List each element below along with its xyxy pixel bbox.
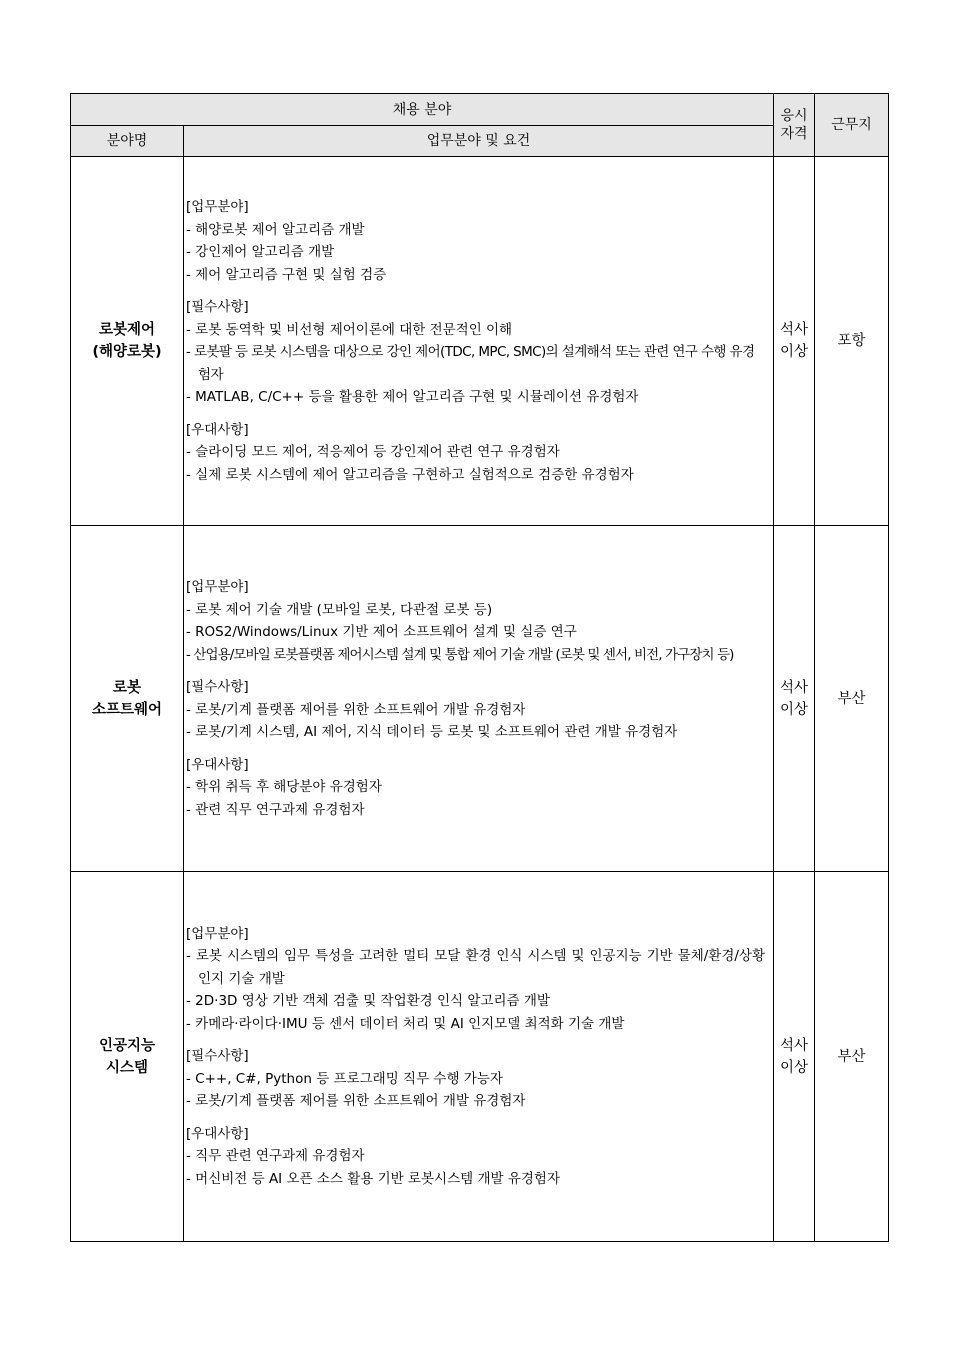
qualification-line2: 이상	[780, 701, 809, 718]
list-item: - 강인제어 알고리즘 개발	[186, 244, 335, 260]
field-name-line2: 소프트웨어	[91, 701, 163, 718]
field-name-cell	[71, 872, 184, 1242]
section-title: [업무분야]	[186, 199, 249, 215]
duties-cell	[184, 872, 774, 1242]
field-name-line2: (해양로봇)	[92, 344, 162, 360]
list-item: - 2D·3D 영상 기반 객체 검출 및 작업환경 인식 알고리즘 개발	[186, 993, 550, 1010]
list-item: - 실제 로봇 시스템에 제어 알고리즘을 구현하고 실험적으로 검증한 유경험자	[186, 466, 634, 483]
qualification-line2: 이상	[780, 344, 809, 360]
section-duties	[186, 196, 765, 286]
header-qualification-line1: 응시	[780, 108, 808, 124]
field-name-line1: 로봇	[112, 679, 141, 696]
list-item: - C++, C#, Python 등 프로그래밍 직무 수행 가능자	[186, 1070, 503, 1087]
header-duties-label: 업무분야 및 요건	[426, 133, 531, 149]
list-item: - 직무 관련 연구과제 유경험자	[186, 1148, 365, 1165]
qualification-cell	[774, 526, 815, 872]
section-title: [우대사항]	[186, 1125, 249, 1142]
list-item: - MATLAB, C/C++ 등을 활용한 제어 알고리즘 구현 및 시뮬레이션 유경험자	[186, 389, 639, 405]
recruitment-table	[70, 93, 889, 1242]
list-item: - 로봇/기계 시스템, AI 제어, 지식 데이터 등 로봇 및 소프트웨어 관련 개발 유경험자	[186, 724, 678, 740]
header-location	[815, 94, 889, 157]
qualification-line1: 석사	[780, 679, 809, 696]
list-item: - 슬라이딩 모드 제어, 적응제어 등 강인제어 관련 연구 유경험자	[186, 444, 560, 460]
field-name-cell	[71, 526, 184, 872]
location-cell	[815, 526, 889, 872]
header-qualification-line2: 자격	[780, 126, 808, 142]
list-item: - 관련 직무 연구과제 유경험자	[186, 801, 365, 818]
section-required	[186, 296, 765, 409]
location-cell	[815, 872, 889, 1242]
qualification-line1: 석사	[780, 1037, 809, 1054]
field-name-line2: 시스템	[105, 1059, 149, 1076]
section-title: [필수사항]	[186, 679, 249, 695]
header-group-title: 채용 분야	[392, 101, 452, 118]
list-item: - 카메라·라이다·IMU 등 센서 데이터 처리 및 AI 인지모델 최적화 기술 개발	[186, 1015, 625, 1032]
table-row	[71, 157, 889, 526]
list-item: - 산업용/모바일 로봇플랫폼 제어시스템 설계 및 통합 제어 기술 개발 (로봇 및 센서, 비전, 가구장치 등)	[186, 646, 734, 663]
list-item: - 로봇/기계 플랫폼 제어를 위한 소프트웨어 개발 유경험자	[186, 701, 526, 718]
section-title: [필수사항]	[186, 1048, 249, 1065]
section-duties	[186, 923, 765, 1036]
list-item: - 해양로봇 제어 알고리즘 개발	[186, 221, 365, 238]
qualification-line2: 이상	[780, 1059, 809, 1076]
section-title: [우대사항]	[186, 421, 249, 438]
section-required	[186, 676, 765, 744]
header-qualification	[774, 94, 815, 157]
header-field-name-label: 분야명	[106, 133, 148, 149]
section-preferred	[186, 754, 765, 822]
duties-cell	[184, 157, 774, 526]
location-value: 부산	[837, 1048, 866, 1065]
header-field-name	[71, 126, 184, 157]
duties-cell	[184, 526, 774, 872]
section-title: [필수사항]	[186, 299, 249, 315]
section-title: [우대사항]	[186, 756, 249, 773]
location-value: 부산	[837, 690, 866, 707]
list-item: - 로봇 동역학 및 비선형 제어이론에 대한 전문적인 이해	[186, 321, 513, 338]
list-item: - 로봇/기계 플랫폼 제어를 위한 소프트웨어 개발 유경험자	[186, 1093, 526, 1110]
header-recruitment-field	[71, 94, 774, 126]
list-item: - 학위 취득 후 해당분야 유경험자	[186, 779, 382, 795]
section-required	[186, 1045, 765, 1113]
list-item: - 머신비전 등 AI 오픈 소스 활용 기반 로봇시스템 개발 유경험자	[186, 1170, 560, 1187]
qualification-line1: 석사	[780, 322, 809, 338]
header-location-label: 근무지	[831, 117, 872, 133]
header-duties	[184, 126, 774, 157]
section-preferred	[186, 1123, 765, 1191]
qualification-cell	[774, 872, 815, 1242]
list-item: - 제어 알고리즘 구현 및 실험 검증	[186, 266, 387, 283]
section-preferred	[186, 419, 765, 487]
field-name-line1: 인공지능	[98, 1037, 156, 1054]
list-item: - 로봇 제어 기술 개발 (모바일 로봇, 다관절 로봇 등)	[186, 601, 493, 618]
section-title: [업무분야]	[186, 925, 249, 942]
table-row	[71, 526, 889, 872]
section-duties	[186, 576, 765, 666]
list-item: - 로봇 시스템의 임무 특성을 고려한 멀티 모달 환경 인식 시스템 및 인공지능 기반 물체/환경/상황 인지 기술 개발	[186, 948, 766, 987]
section-title: [업무분야]	[186, 579, 249, 595]
field-name-cell	[71, 157, 184, 526]
qualification-cell	[774, 157, 815, 526]
field-name-line1: 로봇제어	[98, 322, 156, 338]
table-row	[71, 872, 889, 1242]
location-value: 포항	[837, 333, 866, 349]
location-cell	[815, 157, 889, 526]
list-item: - ROS2/Windows/Linux 기반 제어 소프트웨어 설계 및 실증 연구	[186, 624, 577, 640]
list-item: - 로봇팔 등 로봇 시스템을 대상으로 강인 제어(TDC, MPC, SMC)의 설계해석 또는 관련 연구 수행 유경험자	[186, 344, 755, 383]
